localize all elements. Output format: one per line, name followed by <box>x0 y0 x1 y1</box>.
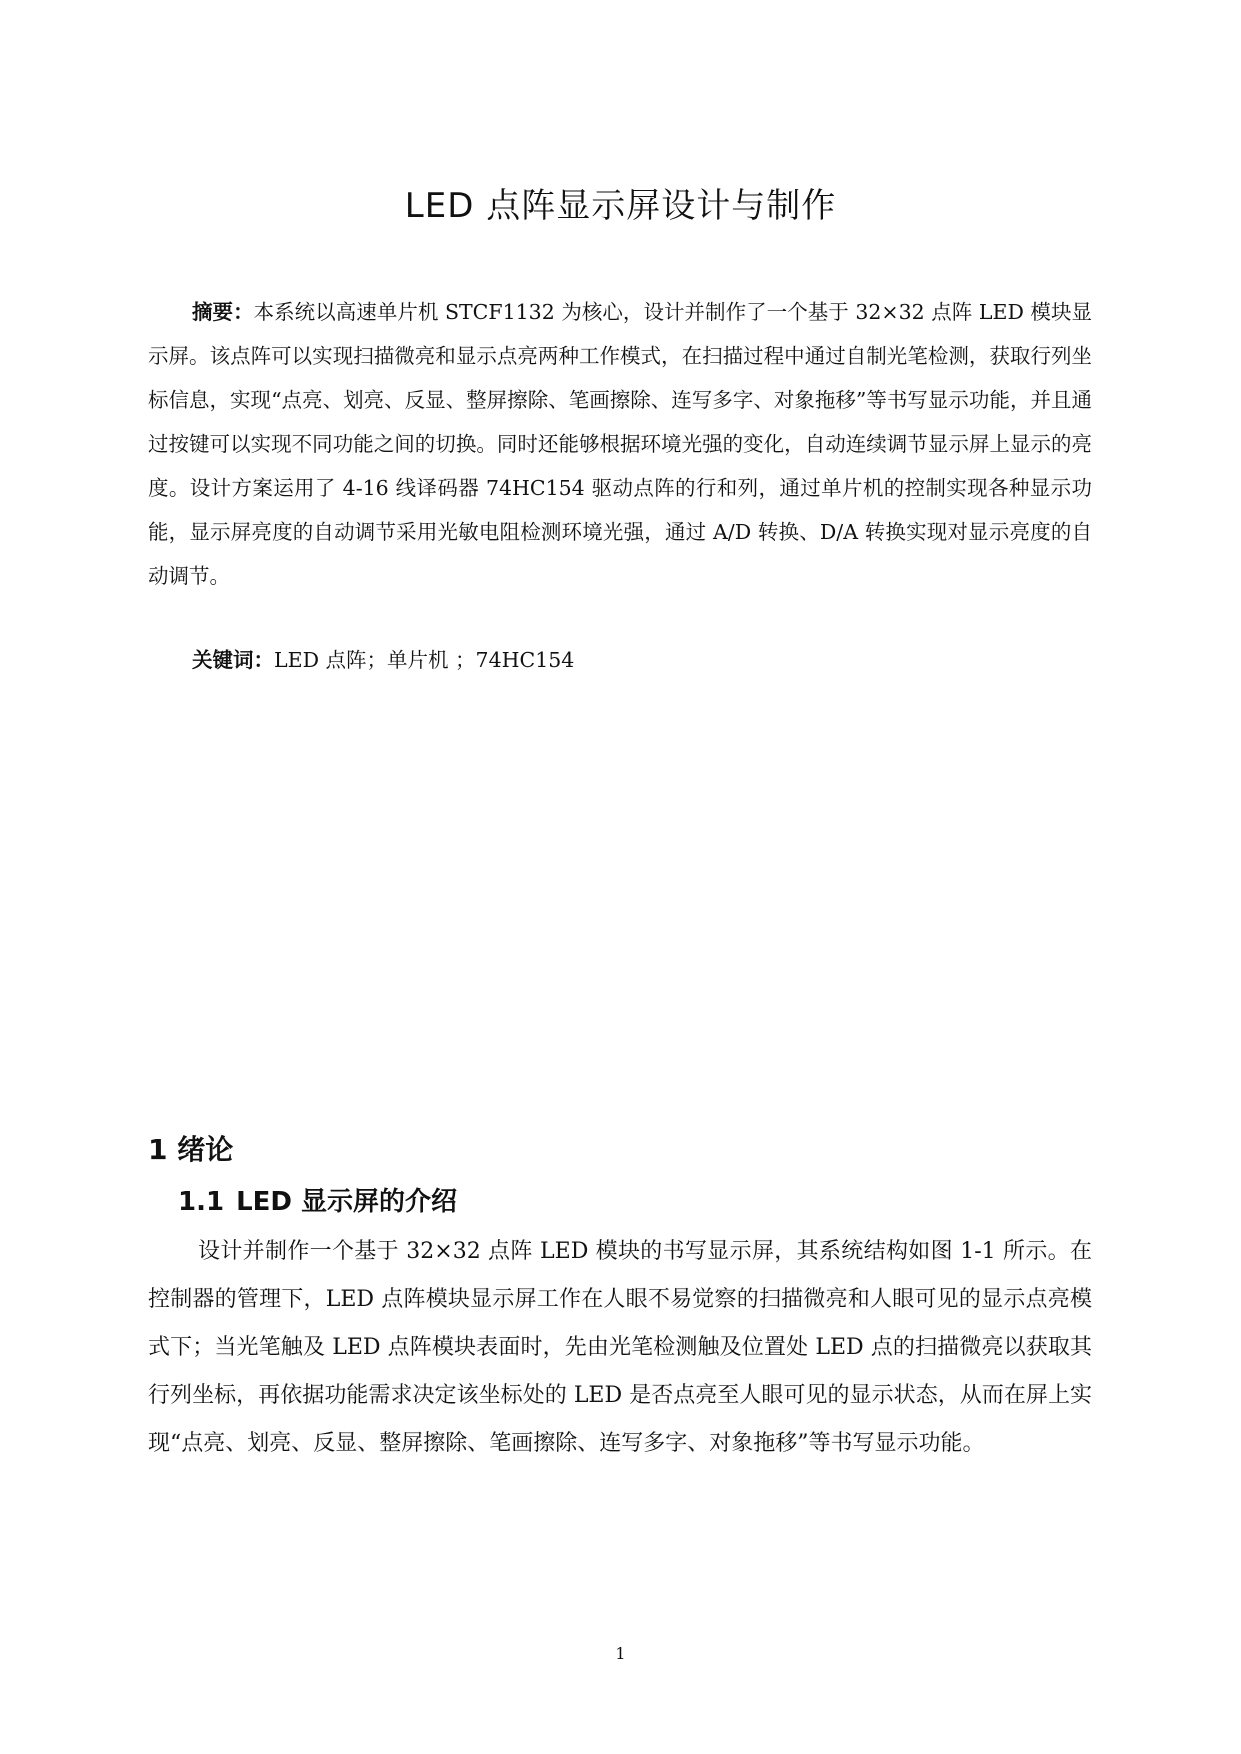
section-heading: 1 绪论 <box>148 1133 234 1166</box>
keywords-text: LED 点阵；单片机 ；74HC154 <box>274 648 575 672</box>
abstract-paragraph <box>148 290 1092 598</box>
abstract-label: 摘要： <box>192 300 254 324</box>
subsection-title: LED 显示屏的介绍 <box>236 1187 458 1217</box>
keywords-line <box>192 644 574 676</box>
subsection-number: 1.1 <box>178 1187 225 1217</box>
keywords-label: 关键词： <box>192 648 274 672</box>
document-title: LED 点阵显示屏设计与制作 <box>404 186 837 226</box>
abstract-text: 本系统以高速单片机 STCF1132 为核心，设计并制作了一个基于 32×32 点阵 LED 模块显示屏。该点阵可以实现扫描微亮和显示点亮两种工作模式，在扫描过程中通过自制光笔检测，获取行列坐标信息，实现“点亮、划亮、反显、整屏擦除、笔画擦除、连写多字、对象拖移”等书写显示功能，并且通过按键可以实现不同功能之间的切换。同时还能够根据环境光强的变化，自动连续调节显示屏上显示的亮度。设计方案运用了 4-16 线译码器 74HC154 驱动点阵的行和列，通过单片机的控制实现各种显示功能，显示屏亮度的自动调节采用光敏电阻检测环境光强，通过 A/D 转换、D/A 转换实现对显示亮度的自动调节。 <box>148 300 1092 588</box>
page-number: 1 <box>615 1644 626 1663</box>
subsection-heading <box>178 1181 457 1218</box>
body-paragraph: 设计并制作一个基于 32×32 点阵 LED 模块的书写显示屏，其系统结构如图 1-1 所示。在控制器的管理下，LED 点阵模块显示屏工作在人眼不易觉察的扫描微亮和人眼可见的显示点亮模式下；当光笔触及 LED 点阵模块表面时，先由光笔检测触及位置处 LED 点的扫描微亮以获取其行列坐标，再依据功能需求决定该坐标处的 LED 是否点亮至人眼可见的显示状态，从而在屏上实现“点亮、划亮、反显、整屏擦除、笔画擦除、连写多字、对象拖移”等书写显示功能。 <box>148 1239 1092 1456</box>
